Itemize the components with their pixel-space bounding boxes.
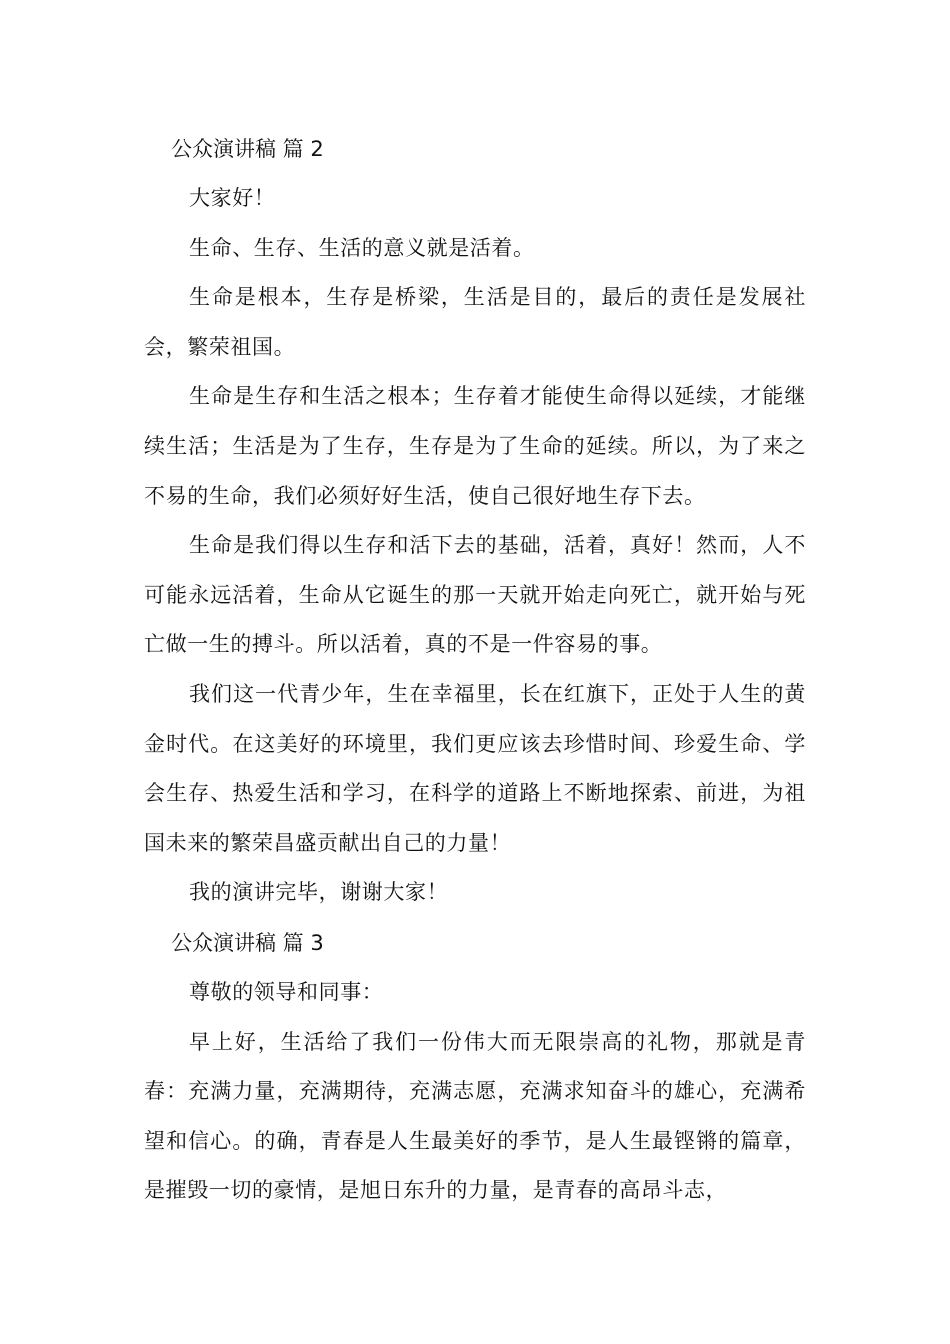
paragraph: 早上好，生活给了我们一份伟大而无限崇高的礼物，那就是青春：充满力量，充满期待，充满志愿，充满求知奋斗的雄心，充满希望和信心。的确，青春是人生最美好的季节，是人生最铿锵的篇章，是摧毁一切的豪情，是旭日东升的力量，是青春的高昂斗志，	[144, 1029, 806, 1203]
paragraph: 生命是生存和生活之根本；生存着才能使生命得以延续，才能继续生活；生活是为了生存，生存是为了生命的延续。所以，为了来之不易的生命，我们必须好好生活，使自己很好地生存下去。	[144, 384, 806, 508]
section-heading-2: 公众演讲稿 篇 2	[171, 137, 324, 161]
paragraph: 生命、生存、生活的意义就是活着。	[189, 235, 535, 260]
paragraph: 大家好！	[189, 186, 276, 210]
document-body	[144, 124, 806, 1216]
paragraph: 生命是根本，生存是桥梁，生活是目的，最后的责任是发展社会，繁荣祖国。	[144, 285, 806, 359]
paragraph: 尊敬的领导和同事：	[189, 979, 384, 1004]
paragraph: 我们这一代青少年，生在幸福里，长在红旗下，正处于人生的黄金时代。在这美好的环境里，我们更应该去珍惜时间、珍爱生命、学会生存、热爱生活和学习，在科学的道路上不断地探索、前进，为祖国未来的繁荣昌盛贡献出自己的力量！	[144, 681, 806, 855]
paragraph: 我的演讲完毕，谢谢大家！	[189, 880, 449, 905]
section-heading-3: 公众演讲稿 篇 3	[171, 930, 324, 955]
paragraph: 生命是我们得以生存和活下去的基础，活着，真好！然而，人不可能永远活着，生命从它诞生的那一天就开始走向死亡，就开始与死亡做一生的搏斗。所以活着，真的不是一件容易的事。	[144, 533, 806, 657]
